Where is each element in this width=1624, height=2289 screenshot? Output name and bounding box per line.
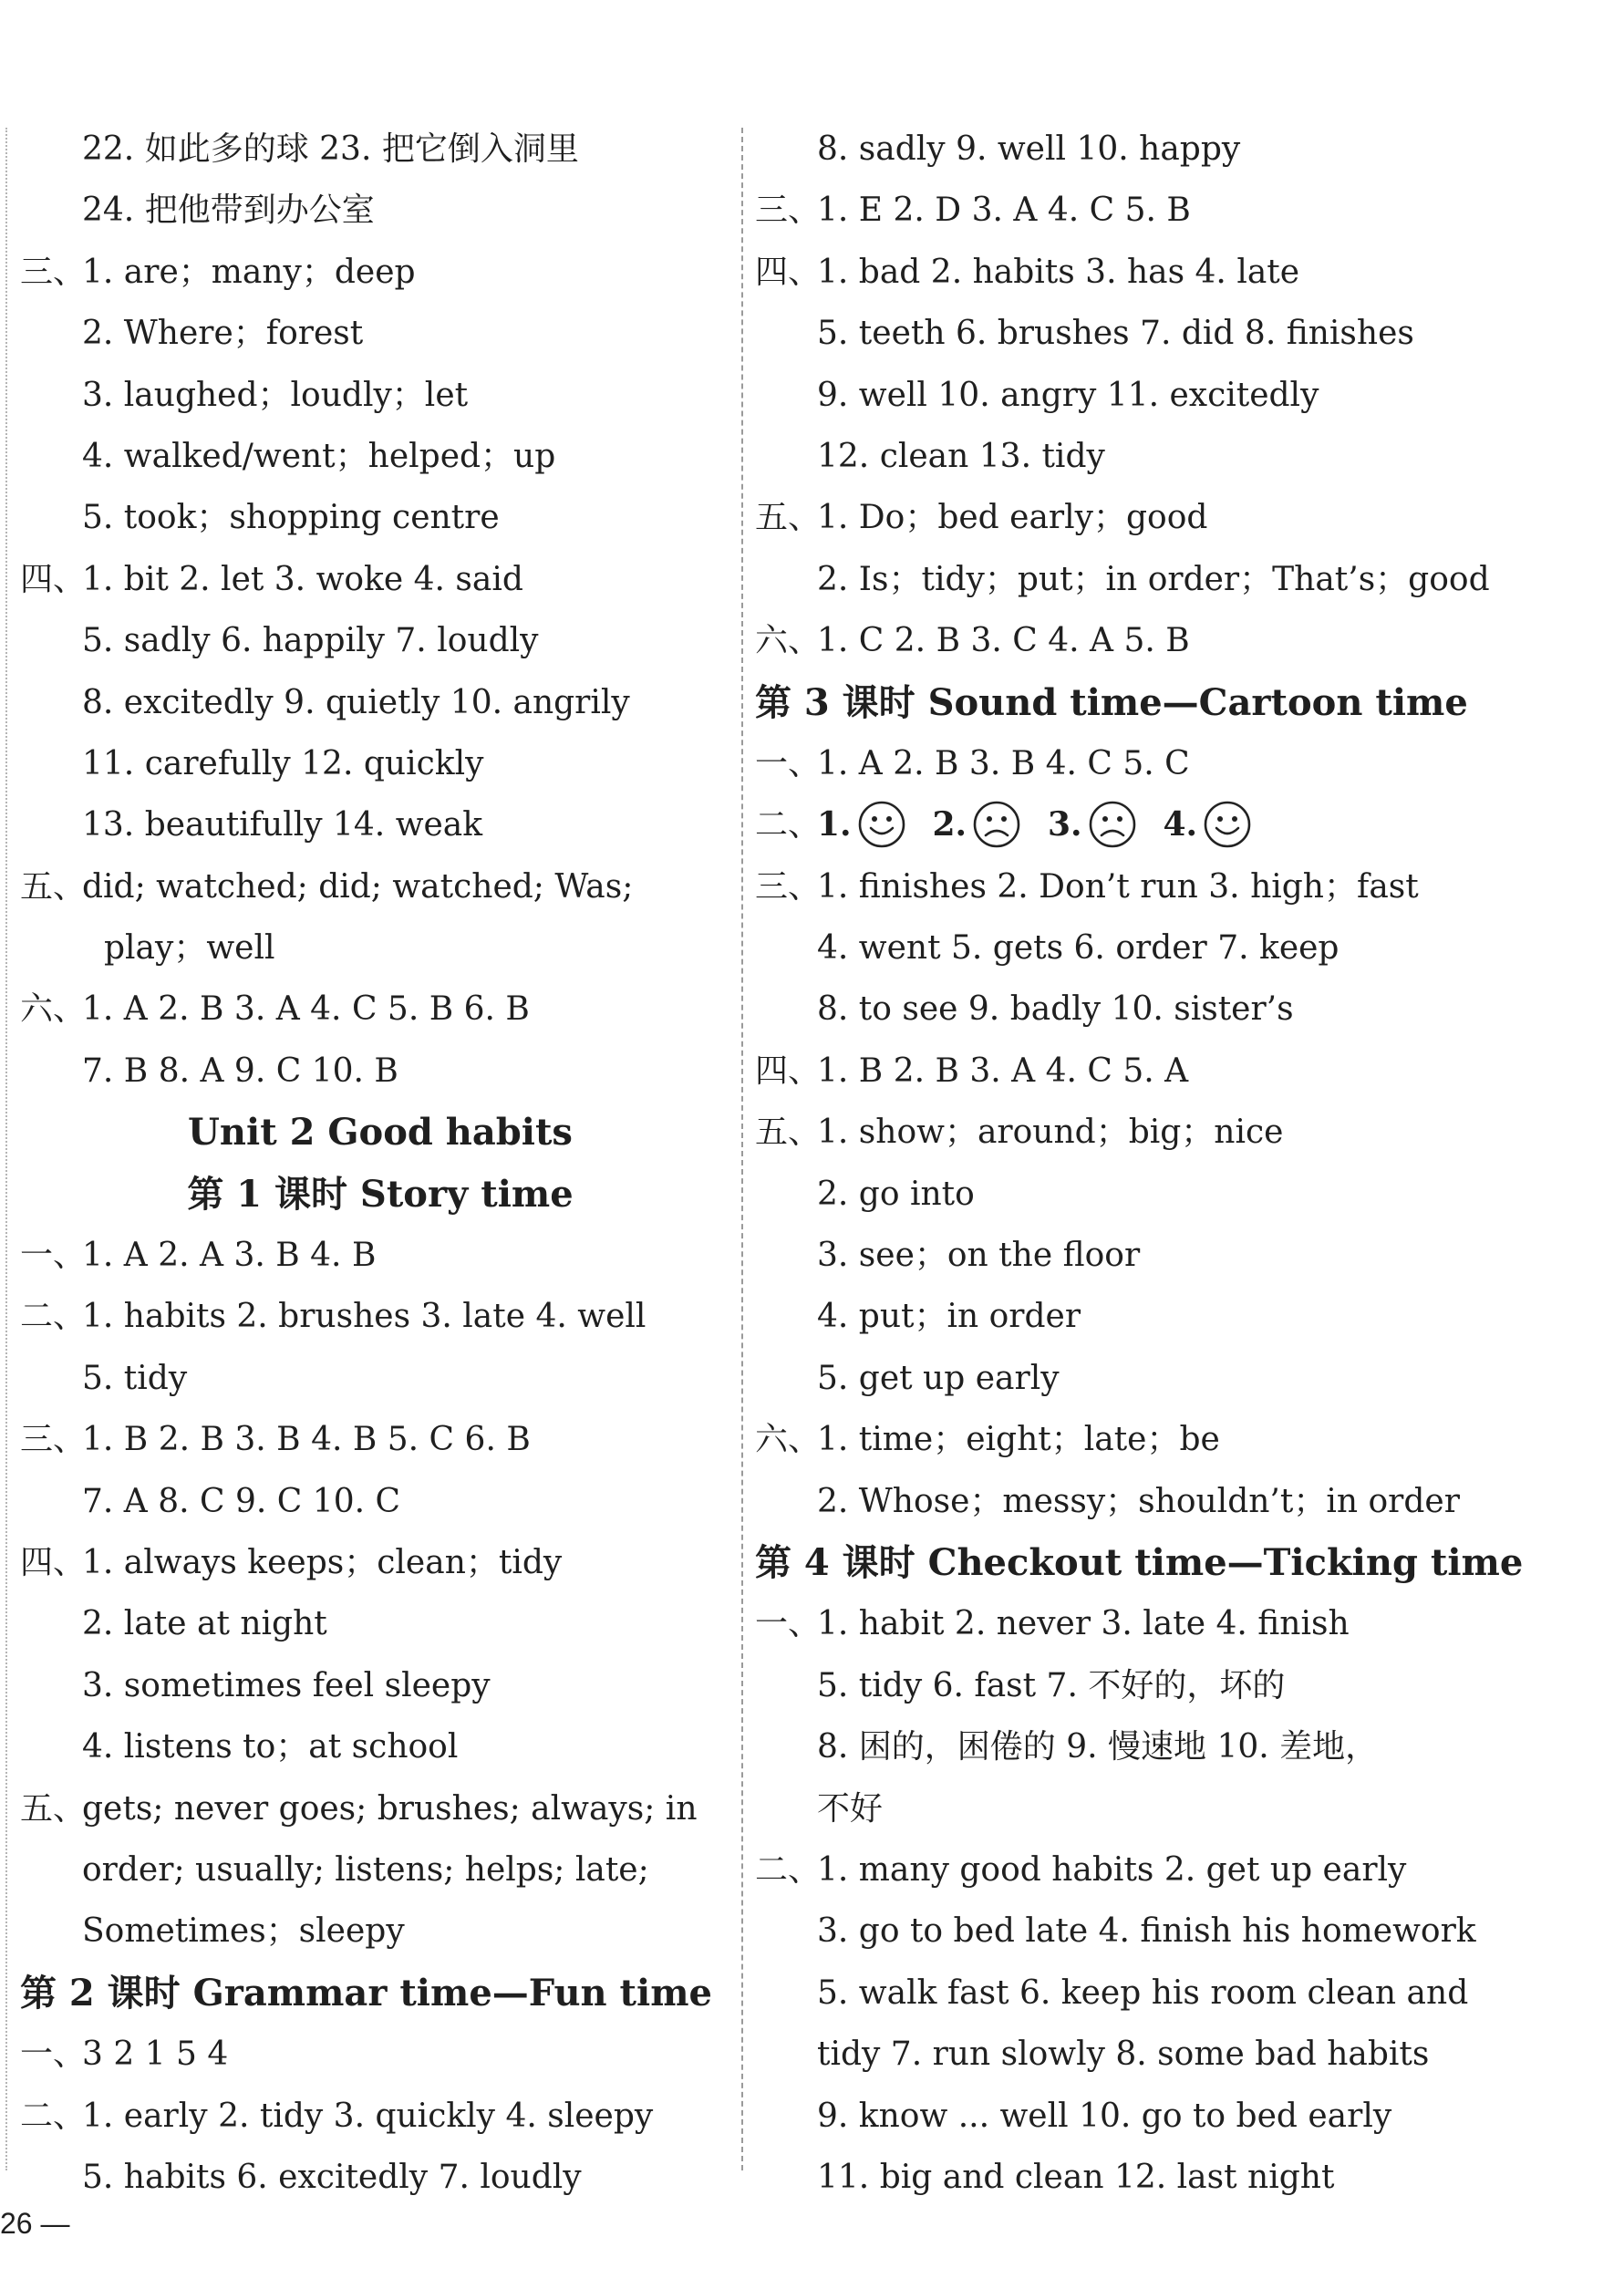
answer-text: 7. B 8. A 9. C 10. B bbox=[82, 1051, 398, 1090]
answer-text: 22. 如此多的球 23. 把它倒入洞里 bbox=[82, 130, 579, 168]
answer-line bbox=[20, 1901, 740, 1962]
section-heading bbox=[20, 1102, 740, 1163]
answer-text: 4. went 5. gets 6. order 7. keep bbox=[817, 929, 1340, 968]
answer-line bbox=[755, 1041, 1503, 1102]
section-number: 五、 bbox=[755, 499, 822, 537]
answer-text: 不好 bbox=[817, 1789, 884, 1828]
question-number: 1. bbox=[817, 805, 852, 844]
answer-text: 1. are；many；deep bbox=[82, 253, 416, 291]
answer-text: 5. habits 6. excitedly 7. loudly bbox=[82, 2158, 582, 2196]
answer-text: 1. bit 2. let 3. woke 4. said bbox=[82, 560, 523, 598]
section-number: 三、 bbox=[20, 1421, 87, 1459]
section-heading bbox=[755, 1532, 1524, 1593]
answer-line bbox=[755, 549, 1503, 610]
answer-line bbox=[755, 1471, 1503, 1532]
answer-line bbox=[755, 2086, 1503, 2147]
section-number: 四、 bbox=[755, 1051, 822, 1090]
answer-line bbox=[755, 242, 1503, 303]
answer-text: 11. carefully 12. quickly bbox=[82, 744, 484, 782]
answer-line bbox=[20, 1778, 740, 1839]
heading-text: Unit 2 Good habits bbox=[188, 1111, 573, 1155]
answer-line bbox=[755, 365, 1503, 426]
answer-line bbox=[755, 426, 1503, 487]
answer-text: 7. A 8. C 9. C 10. C bbox=[82, 1482, 401, 1520]
answer-text: 1. bad 2. habits 3. has 4. late bbox=[817, 253, 1300, 291]
section-number: 四、 bbox=[20, 1543, 87, 1581]
answer-line bbox=[20, 1532, 740, 1593]
heading-text: 第 3 课时 Sound time—Cartoon time bbox=[755, 680, 1468, 724]
heading-text: 第 1 课时 Story time bbox=[187, 1172, 574, 1216]
answer-text: 4. walked/went；helped；up bbox=[82, 437, 556, 475]
answer-text: 5. walk fast 6. keep his room clean and bbox=[817, 1973, 1469, 2012]
answer-line bbox=[20, 549, 740, 610]
heading-text: 第 4 课时 Checkout time—Ticking time bbox=[755, 1540, 1524, 1584]
answer-text: 1. A 2. A 3. B 4. B bbox=[82, 1237, 377, 1275]
section-heading bbox=[755, 672, 1503, 733]
answer-line bbox=[755, 1409, 1503, 1470]
answer-text: 2. Is；tidy；put；in order；That’s；good bbox=[817, 560, 1490, 598]
answer-line bbox=[755, 119, 1503, 180]
answer-line bbox=[755, 487, 1503, 548]
answer-line bbox=[20, 794, 740, 855]
answer-line bbox=[755, 1839, 1503, 1901]
answer-line bbox=[755, 1716, 1503, 1777]
answer-text: 3. go to bed late 4. finish his homework bbox=[817, 1912, 1476, 1951]
answer-line bbox=[755, 303, 1503, 364]
answer-text: 1. B 2. B 3. A 4. C 5. A bbox=[817, 1051, 1189, 1090]
answer-text: 1. show；around；big；nice bbox=[817, 1113, 1284, 1152]
answer-line bbox=[20, 2086, 740, 2147]
answer-line bbox=[755, 1225, 1503, 1286]
answer-text: 9. know ... well 10. go to bed early bbox=[817, 2097, 1392, 2135]
answer-text: 5. tidy bbox=[82, 1359, 188, 1397]
answer-line bbox=[755, 180, 1503, 241]
answer-text: 1. E 2. D 3. A 4. C 5. B bbox=[817, 192, 1191, 230]
answer-line bbox=[20, 979, 740, 1040]
answer-text: 1. finishes 2. Don’t run 3. high；fast bbox=[817, 867, 1419, 906]
answer-text: 1. Do；bed early；good bbox=[817, 499, 1208, 537]
answer-line bbox=[20, 1225, 740, 1286]
answer-text: 8. 困的，困倦的 9. 慢速地 10. 差地， bbox=[817, 1728, 1379, 1766]
answer-line bbox=[20, 365, 740, 426]
answer-line bbox=[20, 303, 740, 364]
answer-text: 5. sadly 6. happily 7. loudly bbox=[82, 622, 539, 660]
answer-text: 3. laughed；loudly；let bbox=[82, 376, 469, 414]
answer-text: 1. A 2. B 3. B 4. C 5. C bbox=[817, 744, 1190, 782]
answer-text: 8. to see 9. badly 10. sister’s bbox=[817, 990, 1294, 1029]
answer-text: 5. get up early bbox=[817, 1359, 1060, 1397]
answer-text: Sometimes；sleepy bbox=[82, 1912, 405, 1951]
answer-line bbox=[755, 1963, 1503, 2024]
question-number: 2. bbox=[932, 805, 967, 844]
answer-line bbox=[755, 610, 1503, 671]
answer-text: 5. teeth 6. brushes 7. did 8. finishes bbox=[817, 315, 1414, 353]
left-column bbox=[20, 119, 740, 2208]
answer-line bbox=[20, 1409, 740, 1470]
answer-line bbox=[20, 1593, 740, 1654]
answer-text: gets; never goes; brushes; always; in bbox=[82, 1789, 698, 1828]
answer-text: 1. B 2. B 3. B 4. B 5. C 6. B bbox=[82, 1421, 531, 1459]
answer-line bbox=[755, 1102, 1503, 1163]
section-number: 六、 bbox=[755, 622, 822, 660]
answer-line bbox=[755, 1593, 1503, 1654]
face-answers bbox=[817, 794, 1278, 855]
answer-line bbox=[755, 1655, 1503, 1716]
answer-text: 3. see；on the floor bbox=[817, 1237, 1141, 1275]
answer-text: 1. many good habits 2. get up early bbox=[817, 1850, 1407, 1889]
happy-face-icon bbox=[857, 800, 906, 849]
answer-line-faces bbox=[755, 794, 1503, 855]
section-number: 一、 bbox=[755, 1605, 822, 1643]
answer-text: 9. well 10. angry 11. excitedly bbox=[817, 376, 1319, 414]
answer-text: 1. C 2. B 3. C 4. A 5. B bbox=[817, 622, 1190, 660]
answer-text: 1. A 2. B 3. A 4. C 5. B 6. B bbox=[82, 990, 530, 1029]
section-number: 五、 bbox=[20, 867, 87, 906]
answer-text: 2. go into bbox=[817, 1175, 975, 1213]
answer-text: 13. beautifully 14. weak bbox=[82, 806, 483, 844]
answer-text: 1. habits 2. brushes 3. late 4. well bbox=[82, 1298, 646, 1336]
answer-line bbox=[20, 917, 740, 979]
answer-line bbox=[20, 1716, 740, 1777]
answer-line bbox=[755, 1164, 1503, 1225]
answer-text: 2. Where；forest bbox=[82, 315, 364, 353]
section-number: 二、 bbox=[755, 806, 822, 844]
answer-line bbox=[755, 856, 1503, 917]
section-number: 一、 bbox=[20, 2035, 87, 2074]
answer-text: 12. clean 13. tidy bbox=[817, 437, 1105, 475]
happy-face-icon bbox=[1203, 800, 1252, 849]
section-number: 五、 bbox=[755, 1113, 822, 1152]
answer-line bbox=[755, 979, 1503, 1040]
answer-text: order; usually; listens; helps; late; bbox=[82, 1850, 649, 1889]
answer-text: did; watched; did; watched; Was; bbox=[82, 867, 634, 906]
section-number: 一、 bbox=[755, 744, 822, 782]
answer-line bbox=[20, 2024, 740, 2085]
heading-text: 第 2 课时 Grammar time—Fun time bbox=[20, 1971, 713, 2015]
section-number: 二、 bbox=[20, 1298, 87, 1336]
answer-line bbox=[20, 1655, 740, 1716]
question-number: 4. bbox=[1163, 805, 1198, 844]
answer-text: 1. habit 2. never 3. late 4. finish bbox=[817, 1605, 1350, 1643]
answer-line bbox=[20, 1286, 740, 1347]
answer-line bbox=[755, 1348, 1503, 1409]
section-number: 四、 bbox=[755, 253, 822, 291]
answer-line bbox=[20, 733, 740, 794]
section-number: 二、 bbox=[755, 1850, 822, 1889]
answer-text: 2. late at night bbox=[82, 1605, 327, 1643]
answer-line bbox=[20, 242, 740, 303]
answer-line bbox=[755, 1901, 1503, 1962]
answer-line bbox=[20, 1471, 740, 1532]
answer-line bbox=[20, 180, 740, 241]
answer-line bbox=[20, 119, 740, 180]
column-divider bbox=[741, 128, 743, 2170]
section-number: 五、 bbox=[20, 1789, 87, 1828]
section-heading bbox=[20, 1963, 740, 2024]
answer-line bbox=[20, 672, 740, 733]
answer-text: 3. sometimes feel sleepy bbox=[82, 1666, 491, 1704]
answer-line bbox=[20, 487, 740, 548]
answer-text: 24. 把他带到办公室 bbox=[82, 192, 375, 230]
page-edge-line bbox=[5, 128, 7, 2170]
answer-line bbox=[20, 1348, 740, 1409]
answer-text: play；well bbox=[104, 929, 275, 968]
answer-text: 2. Whose；messy；shouldn’t；in order bbox=[817, 1482, 1460, 1520]
answer-line bbox=[20, 426, 740, 487]
answer-text: 3 2 1 5 4 bbox=[82, 2035, 229, 2074]
page-number: 26 — bbox=[0, 2207, 70, 2240]
answer-line bbox=[755, 2024, 1503, 2085]
answer-text: 5. took；shopping centre bbox=[82, 499, 500, 537]
right-column bbox=[755, 119, 1524, 2208]
answer-text: 1. early 2. tidy 3. quickly 4. sleepy bbox=[82, 2097, 654, 2135]
answer-text: 11. big and clean 12. last night bbox=[817, 2158, 1335, 2196]
section-number: 二、 bbox=[20, 2097, 87, 2135]
answer-line bbox=[755, 917, 1503, 979]
section-number: 三、 bbox=[755, 867, 822, 906]
answer-text: 1. time；eight；late；be bbox=[817, 1421, 1220, 1459]
question-number: 3. bbox=[1047, 805, 1082, 844]
answer-line bbox=[755, 1778, 1503, 1839]
answer-line bbox=[20, 610, 740, 671]
sad-face-icon bbox=[1088, 800, 1137, 849]
answer-text: 1. always keeps；clean；tidy bbox=[82, 1543, 563, 1581]
answer-line bbox=[20, 856, 740, 917]
answer-line bbox=[20, 1041, 740, 1102]
section-number: 一、 bbox=[20, 1237, 87, 1275]
answer-line bbox=[20, 1839, 740, 1901]
answer-text: 4. listens to；at school bbox=[82, 1728, 459, 1766]
answer-line bbox=[20, 2147, 740, 2208]
answer-text: tidy 7. run slowly 8. some bad habits bbox=[817, 2035, 1430, 2074]
answer-line bbox=[755, 1286, 1503, 1347]
section-heading bbox=[20, 1164, 740, 1225]
answer-text: 4. put；in order bbox=[817, 1298, 1081, 1336]
answer-line bbox=[755, 2147, 1503, 2208]
section-number: 三、 bbox=[20, 253, 87, 291]
answer-text: 8. excitedly 9. quietly 10. angrily bbox=[82, 683, 630, 721]
answer-text: 5. tidy 6. fast 7. 不好的，坏的 bbox=[817, 1666, 1286, 1704]
answer-line bbox=[755, 733, 1503, 794]
section-number: 六、 bbox=[20, 990, 87, 1029]
sad-face-icon bbox=[972, 800, 1021, 849]
section-number: 四、 bbox=[20, 560, 87, 598]
section-number: 三、 bbox=[755, 192, 822, 230]
answer-text: 8. sadly 9. well 10. happy bbox=[817, 130, 1241, 168]
section-number: 六、 bbox=[755, 1421, 822, 1459]
